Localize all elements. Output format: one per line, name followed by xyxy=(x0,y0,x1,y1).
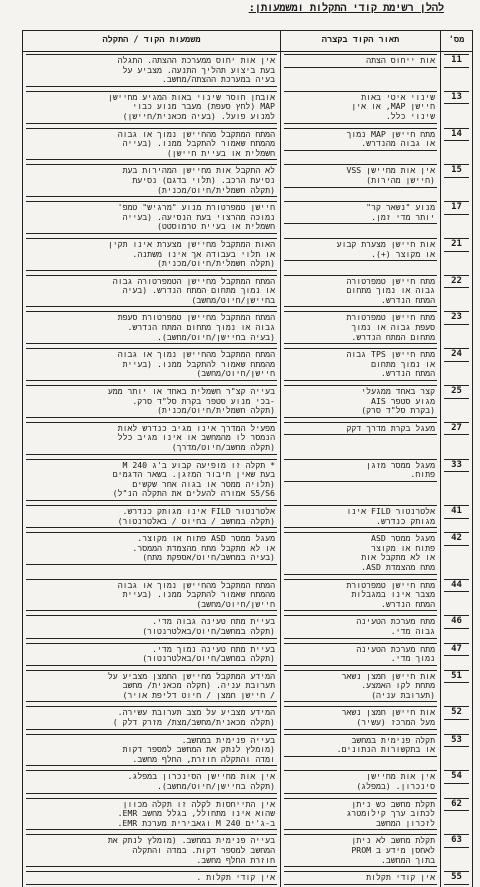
code-cell xyxy=(441,52,473,89)
meaning-cell-text: בעייה קצ"ר חשמלית באחד או יותר ממע -בכי מנוע סטפר בקרת סל"ד סרק. (תקלה חשמלית/חיוט/מכנית) xyxy=(26,385,277,418)
meaning-cell-text: בעייה פנימית במחשב. (מומלץ לנתק את המחשב למספר דקות ומדה והתקלה חוזרת, החלף מחשב. xyxy=(26,734,277,767)
short-description-cell-text: מעגל ממסר ASD פתוח או מקוצר או לא מתקבל אות מתח מהצמדת ASD. xyxy=(284,532,437,574)
short-description-cell xyxy=(281,530,441,576)
code-cell-text: 51 xyxy=(444,670,469,684)
short-description-cell-text: מתח חיישן טמפרטורת סעפת גבוה או נמוך מתחום המתח הנדרש. xyxy=(284,311,437,344)
meaning-cell-text: המידע המתקבל מחיישן החמצן מצביע על תערובת עניה. (תקלה מכאנית/ מחשב / חיישן חמצן / חיוט דליפת אויר) xyxy=(26,670,277,703)
short-description-cell xyxy=(281,420,441,457)
meaning-cell-text: * תקלה זו מופיעה קבוע ב'ג M 240 בעת שאין חיבור המזגן. בשאר הדגמים (תלויה ממסר או בגוה אחר שקשים S5/S6 אמורה להעלים את התקלה הנ"ל) xyxy=(26,459,277,501)
short-description-cell-text: מתח מערכת הטעינה נמוך מדי. xyxy=(284,643,437,666)
short-description-cell xyxy=(281,52,441,89)
meaning-cell xyxy=(23,704,281,731)
code-cell-text: 13 xyxy=(444,91,469,105)
short-description-cell xyxy=(281,309,441,346)
short-description-cell-text: אין אות מחיישן סינכרון. (במפלג) xyxy=(284,770,437,793)
table-row xyxy=(23,457,473,503)
meaning-cell xyxy=(23,199,281,236)
short-description-cell-text: אין קודי תקלות xyxy=(284,871,437,885)
meaning-cell xyxy=(23,273,281,310)
meaning-cell xyxy=(23,641,281,668)
short-description-cell xyxy=(281,641,441,668)
meaning-cell xyxy=(23,457,281,503)
code-cell-text: 62 xyxy=(444,798,469,812)
code-cell xyxy=(441,768,473,795)
meaning-cell xyxy=(23,530,281,576)
meaning-cell-text: המידע מצביע על מצב תערובת עשירה. (תקלה מכאנית/מחשב/מצת/ מזרק דלק ) xyxy=(26,706,277,729)
table-row xyxy=(23,768,473,795)
short-description-cell-text: אות חיישן חמצן נשאר מעל המרכז (עשיר) xyxy=(284,706,437,729)
meaning-cell-text: המתח המתקבל מהחיישן נמוך או גבוה מהמתח שאמור להתקבל ממנו. (בעיית חיישן/חיוט/מחשב) xyxy=(26,348,277,381)
code-cell xyxy=(441,420,473,457)
meaning-cell xyxy=(23,832,281,869)
short-description-cell-text: קצר באחד ממגעלי מגוע סטפר AIS (בקרת סל"ד סרק) xyxy=(284,385,437,418)
short-description-cell-text: מתח חיישן טמפרטורת מצבר אינו במגבלות המתח הנדרש. xyxy=(284,579,437,612)
code-cell-text: 25 xyxy=(444,385,469,399)
meaning-cell-text: אין התייחסות לקלה זו תקלה מכוון שהוא אינו מתחולל, בגלל מחשב EMR. ב-ג'ים M 240 וגאבירית מערכת EMR. xyxy=(26,798,277,831)
table-row xyxy=(23,613,473,640)
table-row xyxy=(23,273,473,310)
table-row xyxy=(23,52,473,89)
code-cell xyxy=(441,796,473,833)
short-description-cell-text: תקלת מחשב כש ניתן לכתוב ערך קילומטרג לזכרון המחשב xyxy=(284,798,437,831)
meaning-cell-text: אין אות יחוס ממערכת ההצתה. התגלה בעת ביצוע תהליך התנעה. מצביע על בעיה במערכת ההצתה/מחשב. xyxy=(26,54,277,87)
code-cell-text: 23 xyxy=(444,311,469,325)
short-description-cell-text: מתח חיישן טמפרטורה גבוה או נמוך מתחום המתח הנדרש. xyxy=(284,275,437,308)
meaning-cell-text: בעיית מתח טעינה נמוך מדי. (תקלה במחשב/חיוט/באלטרנטור) xyxy=(26,643,277,666)
short-description-cell-text: אות ייחוס הצתה xyxy=(284,54,437,68)
short-description-cell xyxy=(281,704,441,731)
meaning-cell-text: אין קודי תקלות . xyxy=(26,871,277,885)
code-cell xyxy=(441,832,473,869)
meaning-cell-text: אין אות מחיישן הסינכרון במפלג. (תקלה בחיישן/חיוט/מחשב). xyxy=(26,770,277,793)
code-cell-text: 46 xyxy=(444,615,469,629)
table-header-row xyxy=(23,31,473,52)
meaning-cell-text: חיישן טמפרטורת מנוע "מרגיש" טמפ' נמוכה מהרצוי בעת הנסיעה. (בעייה חשמלית או בעיית טרמוסטט) xyxy=(26,201,277,234)
short-description-cell xyxy=(281,162,441,199)
short-description-cell xyxy=(281,346,441,383)
short-description-cell-text: אות חיישן חמצן נשאר מתחת לקו האמצע. (תערובת עניה) xyxy=(284,670,437,703)
table-row xyxy=(23,89,473,126)
code-cell-text: 33 xyxy=(444,459,469,473)
code-cell-text: 27 xyxy=(444,422,469,436)
short-description-cell xyxy=(281,273,441,310)
meaning-cell xyxy=(23,796,281,833)
header-short-description: תאור הקוד בקצרה xyxy=(281,31,441,52)
table-row xyxy=(23,577,473,614)
fault-codes-table xyxy=(22,30,473,887)
short-description-cell xyxy=(281,89,441,126)
meaning-cell xyxy=(23,420,281,457)
code-cell-text: 42 xyxy=(444,532,469,546)
code-cell xyxy=(441,162,473,199)
meaning-cell xyxy=(23,309,281,346)
code-cell xyxy=(441,613,473,640)
table-body xyxy=(23,52,473,887)
short-description-cell xyxy=(281,383,441,420)
meaning-cell xyxy=(23,383,281,420)
table-row xyxy=(23,162,473,199)
header-code: מס' xyxy=(441,31,473,52)
code-cell-text: 53 xyxy=(444,734,469,748)
table-row xyxy=(23,869,473,887)
code-cell xyxy=(441,668,473,705)
short-description-cell-text: אות חיישן מצערת קבוע או מקוצר (+). xyxy=(284,238,437,261)
code-cell-text: 55 xyxy=(444,871,469,885)
short-description-cell-text: מתח חיישן MAP נמוך או גבוה מהנדרש. xyxy=(284,128,437,151)
short-description-cell xyxy=(281,869,441,887)
code-cell-text: 14 xyxy=(444,128,469,142)
meaning-cell-text: בעייה פנימית במחשב. (מומלץ לנתק את המחשב למספר דקות. במדה והתקלה חוזרת החלף מחשב. xyxy=(26,834,277,867)
code-cell-text: 21 xyxy=(444,238,469,252)
short-description-cell-text: מעגל בקרת מדרך דקק xyxy=(284,422,437,436)
table-row xyxy=(23,732,473,769)
short-description-cell xyxy=(281,457,441,503)
code-cell xyxy=(441,641,473,668)
code-cell xyxy=(441,503,473,530)
meaning-cell xyxy=(23,346,281,383)
short-description-cell xyxy=(281,796,441,833)
short-description-cell xyxy=(281,732,441,769)
code-cell-text: 41 xyxy=(444,505,469,519)
table-row xyxy=(23,420,473,457)
table-row xyxy=(23,126,473,163)
meaning-cell-text: לא התקבל אות מחיישן המהירות בעת נסיעת הרכב. (תלוי בדגם) נסיעת (תקלה חשמלית/חיוט/מכנית) xyxy=(26,164,277,197)
meaning-cell-text: המתח המתקבל מהחיישן נמוך או גבוה מהמתח שאמור להתקבל ממנו. (בעייה חשמלית או בעיית חיישן) xyxy=(26,128,277,161)
meaning-cell-text: האות המתקבל מחיישן מצערת אינו תקין או תלוי בעבודה אך אינו משתנה. (תקלה חשמלית/חיוט/מכנית) xyxy=(26,238,277,271)
code-cell xyxy=(441,457,473,503)
short-description-cell-text: אין אות מחיישן VSS (חיישן מהירות) xyxy=(284,164,437,187)
table-row xyxy=(23,346,473,383)
code-cell xyxy=(441,732,473,769)
table-row xyxy=(23,199,473,236)
short-description-cell xyxy=(281,668,441,705)
page-heading: להלן רשימת קודי התקלות ומשמעותן: xyxy=(248,2,444,14)
table-row xyxy=(23,530,473,576)
meaning-cell xyxy=(23,52,281,89)
code-cell xyxy=(441,704,473,731)
meaning-cell-text: בעיית מתח טעינה גבוה מדי. (תקלה במחשב/חיוט/באלטרנטור) xyxy=(26,615,277,638)
meaning-cell-text: מפעיל המדרך אינו מגיב כנדרש לאות הנמסר לו מהמחשב או אינו מגיב כלל (תקלה מחשב/חיוט/מדרך) xyxy=(26,422,277,455)
code-cell-text: 63 xyxy=(444,834,469,848)
short-description-cell-text: מנוע "נשאר קר" יותר מדי זמן. xyxy=(284,201,437,224)
table-row xyxy=(23,668,473,705)
meaning-cell xyxy=(23,89,281,126)
short-description-cell xyxy=(281,236,441,273)
meaning-cell xyxy=(23,768,281,795)
table-row xyxy=(23,503,473,530)
code-cell xyxy=(441,346,473,383)
code-cell xyxy=(441,236,473,273)
meaning-cell xyxy=(23,236,281,273)
short-description-cell xyxy=(281,126,441,163)
code-cell xyxy=(441,577,473,614)
code-cell xyxy=(441,89,473,126)
short-description-cell-text: מתח חיישן TPS גבוה או נמוך מתחום המתח הנדרש. xyxy=(284,348,437,381)
table-row xyxy=(23,309,473,346)
meaning-cell xyxy=(23,577,281,614)
table-row xyxy=(23,704,473,731)
short-description-cell xyxy=(281,577,441,614)
short-description-cell-text: מתח מערכת הטעינה גבוה מדי. xyxy=(284,615,437,638)
code-cell-text: 47 xyxy=(444,643,469,657)
short-description-cell xyxy=(281,503,441,530)
meaning-cell-text: אלטרנטור FILD אינו מגותק כנדרש. (תקלה במחשב / בחיוט / באלטרנטור) xyxy=(26,505,277,528)
meaning-cell xyxy=(23,613,281,640)
meaning-cell-text: המתח המתקבל מהחיישן נמוך או גבוה מהמתח שאמור להתקבל ממנו. (בעיית חיישן/חיוט/מחשב) xyxy=(26,579,277,612)
code-cell xyxy=(441,273,473,310)
code-cell xyxy=(441,309,473,346)
code-cell-text: 15 xyxy=(444,164,469,178)
code-cell-text: 52 xyxy=(444,706,469,720)
code-cell-text: 54 xyxy=(444,770,469,784)
short-description-cell xyxy=(281,199,441,236)
code-cell xyxy=(441,869,473,887)
meaning-cell xyxy=(23,869,281,887)
short-description-cell-text: תקלה פנימית במחשב או בתקשורות הנתונים. xyxy=(284,734,437,757)
short-description-cell-text: מעגל ממסר מזגן פתוח. xyxy=(284,459,437,482)
table-row xyxy=(23,236,473,273)
table-row xyxy=(23,832,473,869)
code-cell xyxy=(441,530,473,576)
short-description-cell xyxy=(281,613,441,640)
table-row xyxy=(23,796,473,833)
code-cell-text: 24 xyxy=(444,348,469,362)
short-description-cell xyxy=(281,832,441,869)
meaning-cell xyxy=(23,162,281,199)
short-description-cell-text: אלטרנטור FILD אינו מגותק כנדרש. xyxy=(284,505,437,528)
table-row xyxy=(23,383,473,420)
meaning-cell xyxy=(23,126,281,163)
code-cell-text: 22 xyxy=(444,275,469,289)
short-description-cell-text: תקלת מחשב לא ניתן לאחסן מידע ב PROM בתוך המחשב. xyxy=(284,834,437,867)
meaning-cell-text: המתח המתקבל מחיישן הטמפרטורה גבוה או נמוך מתחום המתח הנדרש. (בעיה בחיישן/חיוט/מחשב) xyxy=(26,275,277,308)
code-cell-text: 44 xyxy=(444,579,469,593)
short-description-cell xyxy=(281,768,441,795)
header-meaning: משמעות הקוד / התקלה xyxy=(23,31,281,52)
code-cell-text: 17 xyxy=(444,201,469,215)
meaning-cell-text: מעגל ממסר ASD פתוח או מקוצר. או לא מתקבל מתח מהצמדת הממסר. (בעיה במחשב/חיוט/אספקת מתח) xyxy=(26,532,277,565)
code-cell xyxy=(441,383,473,420)
meaning-cell xyxy=(23,732,281,769)
meaning-cell-text: המתח המתקבל מחיישן טמפרטורת סעפת גבוה או נמוך מתחום המתח הנדרש. (בעיה בחיישן/חיוט/מחשב). xyxy=(26,311,277,344)
code-cell xyxy=(441,199,473,236)
short-description-cell-text: שינוי איטי באות חיישן MAP, או אין שינוי כלל. xyxy=(284,91,437,124)
meaning-cell-text: אובחן חוסר שינוי באות המגיע מחיישן MAP (לחץ סעפת) מעבר מנוע כבוי למנוע פועל. (בעיה מכאנית/חיישן) xyxy=(26,91,277,124)
code-cell xyxy=(441,126,473,163)
table-row xyxy=(23,641,473,668)
meaning-cell xyxy=(23,503,281,530)
code-cell-text: 11 xyxy=(444,54,469,68)
meaning-cell xyxy=(23,668,281,705)
